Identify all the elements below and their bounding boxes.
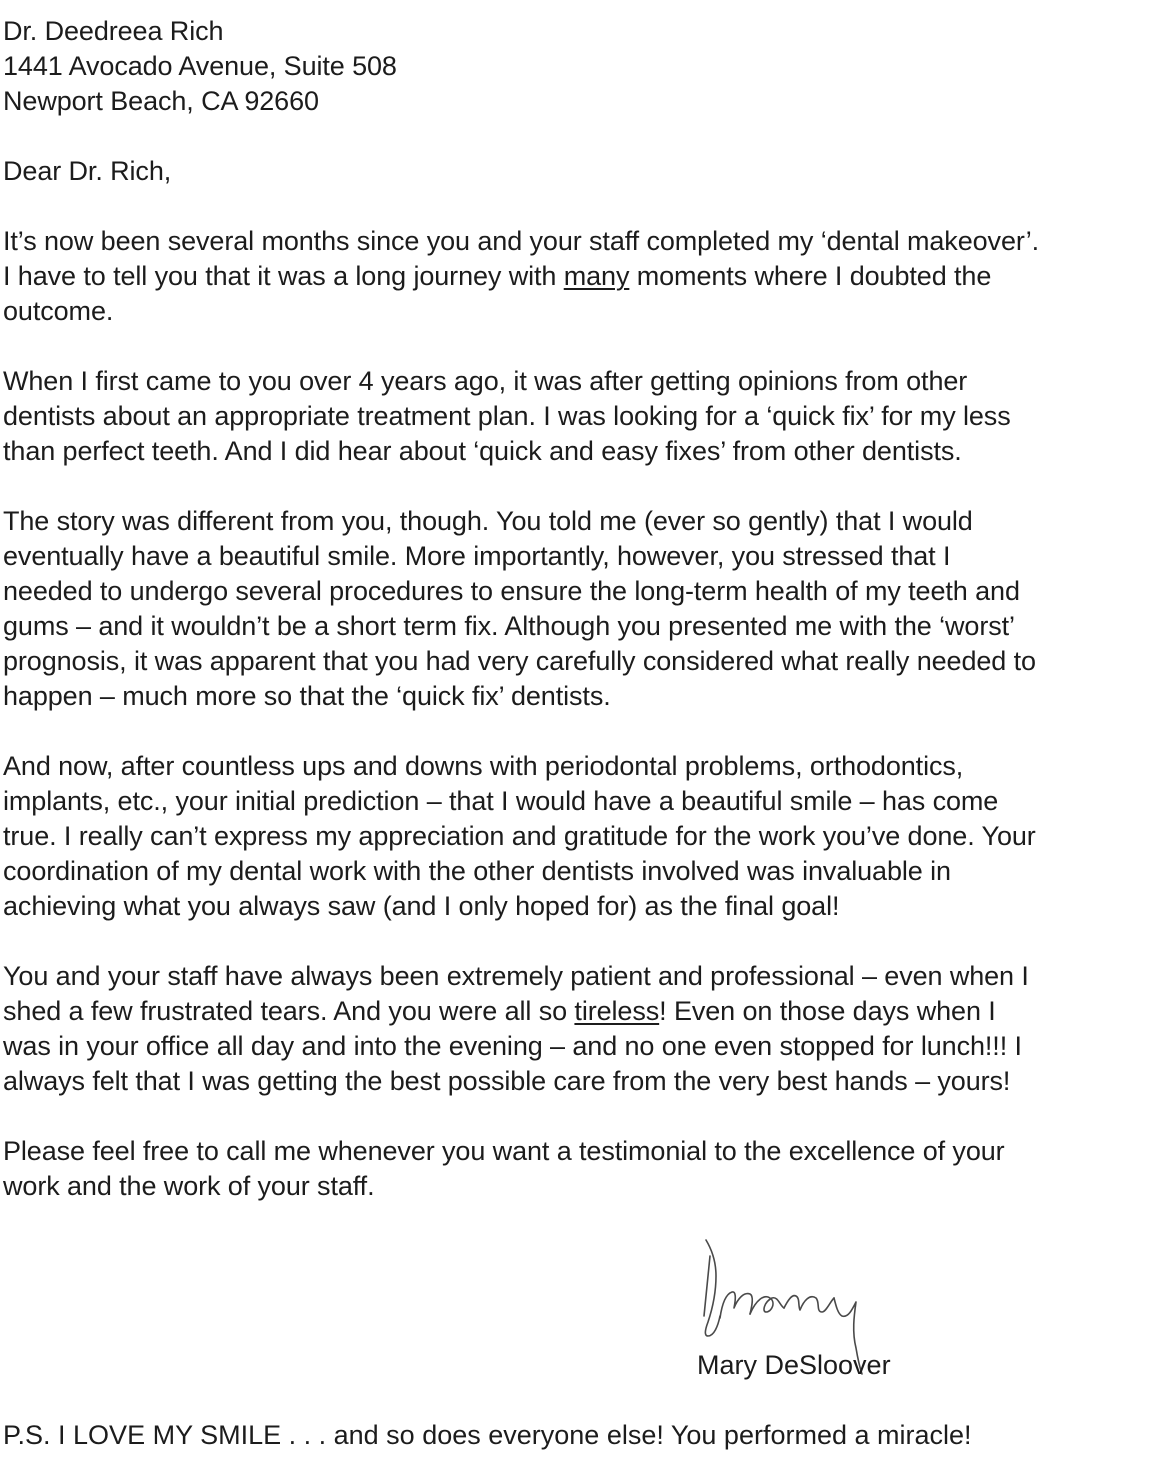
paragraph-6-line-1: Please feel free to call me whenever you want a testimonial to the excellence of your: [3, 1136, 1005, 1166]
paragraph-3-line-2: eventually have a beautiful smile. More importantly, however, you stressed that I: [3, 541, 951, 571]
spacer: [3, 119, 1173, 154]
spacer: [3, 329, 1173, 364]
paragraph-1-line-1: It’s now been several months since you and your staff completed my ‘dental makeover’.: [3, 226, 1040, 256]
paragraph-4-line-5: achieving what you always saw (and I only hoped for) as the final goal!: [3, 891, 840, 921]
paragraph-4-line-4: coordination of my dental work with the other dentists involved was invaluable in: [3, 856, 951, 886]
postscript: P.S. I LOVE MY SMILE . . . and so does everyone else! You performed a miracle!: [3, 1420, 972, 1450]
paragraph-2-line-3: than perfect teeth. And I did hear about ‘quick and easy fixes’ from other dentists.: [3, 436, 962, 466]
spacer: [3, 924, 1173, 959]
spacer: [3, 1099, 1173, 1134]
spacer: [3, 189, 1173, 224]
paragraph-3-line-3: needed to undergo several procedures to ensure the long-term health of my teeth and: [3, 576, 1020, 606]
paragraph-1-line-2-start: I have to tell you that it was a long journey with: [3, 261, 564, 291]
paragraph-5-line-4: always felt that I was getting the best possible care from the very best hands – yours!: [3, 1066, 1011, 1096]
paragraph-1-line-3: outcome.: [3, 296, 114, 326]
paragraph-5-line-2-end: ! Even on those days when I: [659, 996, 996, 1026]
paragraph-3-line-5: prognosis, it was apparent that you had very carefully considered what really needed to: [3, 646, 1036, 676]
paragraph-4-line-3: true. I really can’t express my appreciation and gratitude for the work you’ve done. Your: [3, 821, 1036, 851]
salutation: Dear Dr. Rich,: [3, 156, 172, 186]
paragraph-3-line-6: happen – much more so that the ‘quick fix’ dentists.: [3, 681, 611, 711]
recipient-street: 1441 Avocado Avenue, Suite 508: [3, 51, 397, 81]
underlined-word-tireless: tireless: [574, 996, 660, 1026]
paragraph-6-line-2: work and the work of your staff.: [3, 1171, 375, 1201]
spacer: [3, 469, 1173, 504]
paragraph-5-line-2: [3, 994, 1173, 1029]
recipient-name: Dr. Deedreea Rich: [3, 16, 224, 46]
paragraph-3-line-4: gums – and it wouldn’t be a short term fix. Although you presented me with the ‘worst’: [3, 611, 1015, 641]
paragraph-1-line-2: [3, 259, 1173, 294]
recipient-city-state-zip: Newport Beach, CA 92660: [3, 86, 319, 116]
spacer: [3, 714, 1173, 749]
paragraph-3-line-1: The story was different from you, though. You told me (ever so gently) that I would: [3, 506, 973, 536]
paragraph-4-line-2: implants, etc., your initial prediction – that I would have a beautiful smile – has come: [3, 786, 999, 816]
signer-name: Mary DeSloover: [697, 1350, 891, 1380]
underlined-word-many: many: [563, 261, 630, 291]
paragraph-2-line-1: When I first came to you over 4 years ago, it was after getting opinions from other: [3, 366, 968, 396]
paragraph-2-line-2: dentists about an appropriate treatment plan. I was looking for a ‘quick fix’ for my less: [3, 401, 1011, 431]
paragraph-1-line-2-end: moments where I doubted the: [629, 261, 992, 291]
paragraph-4-line-1: And now, after countless ups and downs with periodontal problems, orthodontics,: [3, 751, 964, 781]
paragraph-5-line-2-start: shed a few frustrated tears. And you were all so: [3, 996, 575, 1026]
paragraph-5-line-1: You and your staff have always been extremely patient and professional – even when I: [3, 961, 1029, 991]
paragraph-5-line-3: was in your office all day and into the evening – and no one even stopped for lunch!!! I: [3, 1031, 1022, 1061]
letter-body: [3, 14, 1173, 1204]
